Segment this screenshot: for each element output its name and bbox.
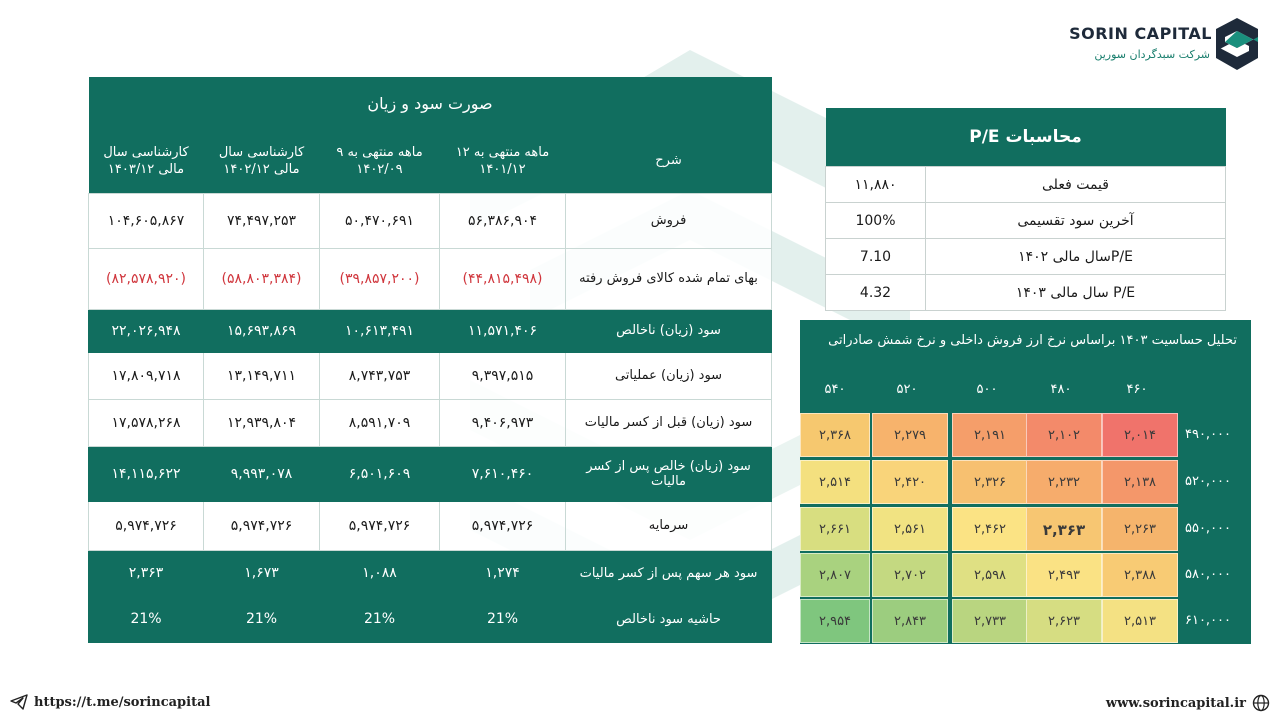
table-cell: ۵۶,۳۸۶,۹۰۴ (440, 193, 566, 248)
table-cell: ۱,۰۸۸ (320, 550, 440, 596)
table-cell: ۱۱,۵۷۱,۴۰۶ (440, 309, 566, 352)
table-cell: (۳۹,۸۵۷,۲۰۰) (320, 248, 440, 309)
table-cell: ۱۰۴,۶۰۵,۸۶۷ (89, 193, 204, 248)
table-row (826, 167, 1226, 203)
column-header: ۵۴۰ (824, 382, 846, 397)
table-cell: ۹,۴۰۶,۹۷۳ (440, 399, 566, 446)
table-row (826, 275, 1226, 311)
table-row (89, 352, 772, 399)
heatmap-cell: ۲,۵۱۳ (1102, 599, 1178, 643)
globe-icon (1252, 694, 1270, 712)
table-cell: ۱۳,۱۴۹,۷۱۱ (204, 352, 320, 399)
column-header: ۴۸۰ (1050, 382, 1072, 397)
table-cell: ۷,۶۱۰,۴۶۰ (440, 446, 566, 501)
heatmap-cell: ۲,۷۰۲ (872, 553, 948, 597)
heatmap-cell: ۲,۸۰۷ (800, 553, 870, 597)
table-cell: ۱۷,۸۰۹,۷۱۸ (89, 352, 204, 399)
heatmap-cell: ۲,۸۴۳ (872, 599, 948, 643)
company-logo (1069, 18, 1258, 70)
column-header: کارشناسی سال مالی ۱۴۰۲/۱۲ (204, 129, 320, 193)
row-header: ۵۵۰,۰۰۰ (1184, 521, 1232, 536)
table-cell: 21% (440, 596, 566, 642)
sorin-logo-icon (1216, 18, 1258, 70)
heatmap-cell: ۲,۴۲۰ (872, 460, 948, 504)
row-header: ۶۱۰,۰۰۰ (1184, 613, 1232, 628)
table-cell: ۵,۹۷۴,۷۲۶ (440, 501, 566, 550)
row-header: ۵۸۰,۰۰۰ (1184, 567, 1232, 582)
row-label: حاشیه سود ناخالص (566, 596, 772, 642)
pe-label: آخرین سود تقسیمی (926, 203, 1226, 239)
table-cell: ۵,۹۷۴,۷۲۶ (89, 501, 204, 550)
pe-label: قیمت فعلی (926, 167, 1226, 203)
table-cell: ۲۲,۰۲۶,۹۴۸ (89, 309, 204, 352)
table-cell: ۱۰,۶۱۳,۴۹۱ (320, 309, 440, 352)
table-cell: ۶,۵۰۱,۶۰۹ (320, 446, 440, 501)
table-cell: (۸۲,۵۷۸,۹۲۰) (89, 248, 204, 309)
sensitivity-analysis (800, 320, 1251, 644)
pe-title: محاسبات P/E (826, 108, 1226, 167)
table-row (89, 193, 772, 248)
heatmap-cell: ۲,۶۲۳ (1026, 599, 1102, 643)
website-link[interactable] (1106, 694, 1270, 712)
heatmap-cell: ۲,۷۳۳ (952, 599, 1028, 643)
column-header: ۹ ماهه منتهی به ۱۴۰۲/۰۹ (320, 129, 440, 193)
heatmap-cell: ۲,۲۷۹ (872, 413, 948, 457)
heatmap-cell: ۲,۳۶۸ (800, 413, 870, 457)
heatmap-cell: ۲,۹۵۴ (800, 599, 870, 643)
table-row (89, 309, 772, 352)
heatmap-cell: ۲,۵۶۱ (872, 507, 948, 551)
row-header: ۵۲۰,۰۰۰ (1184, 474, 1232, 489)
heatmap-cell: ۲,۳۲۶ (952, 460, 1028, 504)
table-cell: ۸,۷۴۳,۷۵۳ (320, 352, 440, 399)
table-cell: 21% (320, 596, 440, 642)
column-header: شرح (566, 129, 772, 193)
heatmap-cell: ۲,۶۶۱ (800, 507, 870, 551)
website-url[interactable]: www.sorincapital.ir (1105, 695, 1246, 711)
heatmap-cell: ۲,۵۹۸ (952, 553, 1028, 597)
brand-name-fa: شرکت سبدگردان سورین (1094, 48, 1210, 61)
heatmap-cell: ۲,۱۹۱ (952, 413, 1028, 457)
table-row (89, 399, 772, 446)
table-row (826, 203, 1226, 239)
pe-label: P/Eسال مالی ۱۴۰۲ (926, 239, 1226, 275)
column-header: ۴۶۰ (1126, 382, 1148, 397)
heatmap-cell: ۲,۵۱۴ (800, 460, 870, 504)
table-row (89, 596, 772, 642)
pe-value: ۱۱,۸۸۰ (826, 167, 926, 203)
sensitivity-title: تحلیل حساسیت ۱۴۰۳ براساس نرخ ارز فروش داخلی و نرخ شمش صادراتی (828, 333, 1237, 348)
heatmap-cell: ۲,۲۶۳ (1102, 507, 1178, 551)
heatmap-cell: ۲,۴۶۲ (952, 507, 1028, 551)
table-cell: ۱۵,۶۹۳,۸۶۹ (204, 309, 320, 352)
pe-value: 7.10 (826, 239, 926, 275)
table-cell: (۴۴,۸۱۵,۴۹۸) (440, 248, 566, 309)
row-label: سود (زیان) قبل از کسر مالیات (566, 399, 772, 446)
pe-value: 100% (826, 203, 926, 239)
heatmap-cell: ۲,۱۰۲ (1026, 413, 1102, 457)
column-header: ۵۰۰ (976, 382, 998, 397)
table-cell: ۲,۳۶۳ (89, 550, 204, 596)
income-statement (88, 77, 771, 643)
table-cell: ۱۷,۵۷۸,۲۶۸ (89, 399, 204, 446)
telegram-link[interactable] (10, 694, 210, 710)
row-label: سود هر سهم پس از کسر مالیات (566, 550, 772, 596)
table-row (826, 239, 1226, 275)
table-cell: ۵,۹۷۴,۷۲۶ (204, 501, 320, 550)
column-header: کارشناسی سال مالی ۱۴۰۳/۱۲ (89, 129, 204, 193)
table-cell: ۵۰,۴۷۰,۶۹۱ (320, 193, 440, 248)
column-header: ۱۲ ماهه منتهی به ۱۴۰۱/۱۲ (440, 129, 566, 193)
heatmap-cell: ۲,۲۳۲ (1026, 460, 1102, 504)
column-header: ۵۲۰ (896, 382, 918, 397)
row-header: ۴۹۰,۰۰۰ (1184, 427, 1232, 442)
table-cell: 21% (204, 596, 320, 642)
table-row (89, 550, 772, 596)
table-cell: ۱,۲۷۴ (440, 550, 566, 596)
table-cell: ۱۴,۱۱۵,۶۲۲ (89, 446, 204, 501)
table-row (89, 248, 772, 309)
table-cell: ۱۲,۹۳۹,۸۰۴ (204, 399, 320, 446)
heatmap-cell: ۲,۴۹۳ (1026, 553, 1102, 597)
heatmap-cell: ۲,۳۸۸ (1102, 553, 1178, 597)
row-label: سرمایه (566, 501, 772, 550)
brand-name: SORIN CAPITAL (1069, 24, 1212, 43)
row-label: بهای تمام شده کالای فروش رفته (566, 248, 772, 309)
pe-calculations (825, 108, 1225, 311)
heatmap-cell: ۲,۳۶۳ (1026, 507, 1102, 551)
heatmap-cell: ۲,۱۳۸ (1102, 460, 1178, 504)
row-label: فروش (566, 193, 772, 248)
table-cell: ۹,۹۹۳,۰۷۸ (204, 446, 320, 501)
pe-label: P/E سال مالی ۱۴۰۳ (926, 275, 1226, 311)
table-cell: ۵,۹۷۴,۷۲۶ (320, 501, 440, 550)
table-row (89, 501, 772, 550)
table-cell: 21% (89, 596, 204, 642)
table-row (89, 446, 772, 501)
table-cell: ۷۴,۴۹۷,۲۵۳ (204, 193, 320, 248)
pe-value: 4.32 (826, 275, 926, 311)
row-label: سود (زیان) عملیاتی (566, 352, 772, 399)
telegram-url[interactable]: https://t.me/sorincapital (34, 694, 211, 710)
telegram-icon (10, 694, 28, 710)
table-cell: ۱,۶۷۳ (204, 550, 320, 596)
table-cell: ۸,۵۹۱,۷۰۹ (320, 399, 440, 446)
table-cell: (۵۸,۸۰۳,۳۸۴) (204, 248, 320, 309)
table-cell: ۹,۳۹۷,۵۱۵ (440, 352, 566, 399)
row-label: سود (زیان) ناخالص (566, 309, 772, 352)
income-statement-title: صورت سود و زیان (89, 77, 772, 129)
heatmap-cell: ۲,۰۱۴ (1102, 413, 1178, 457)
row-label: سود (زیان) خالص پس از کسر مالیات (566, 446, 772, 501)
